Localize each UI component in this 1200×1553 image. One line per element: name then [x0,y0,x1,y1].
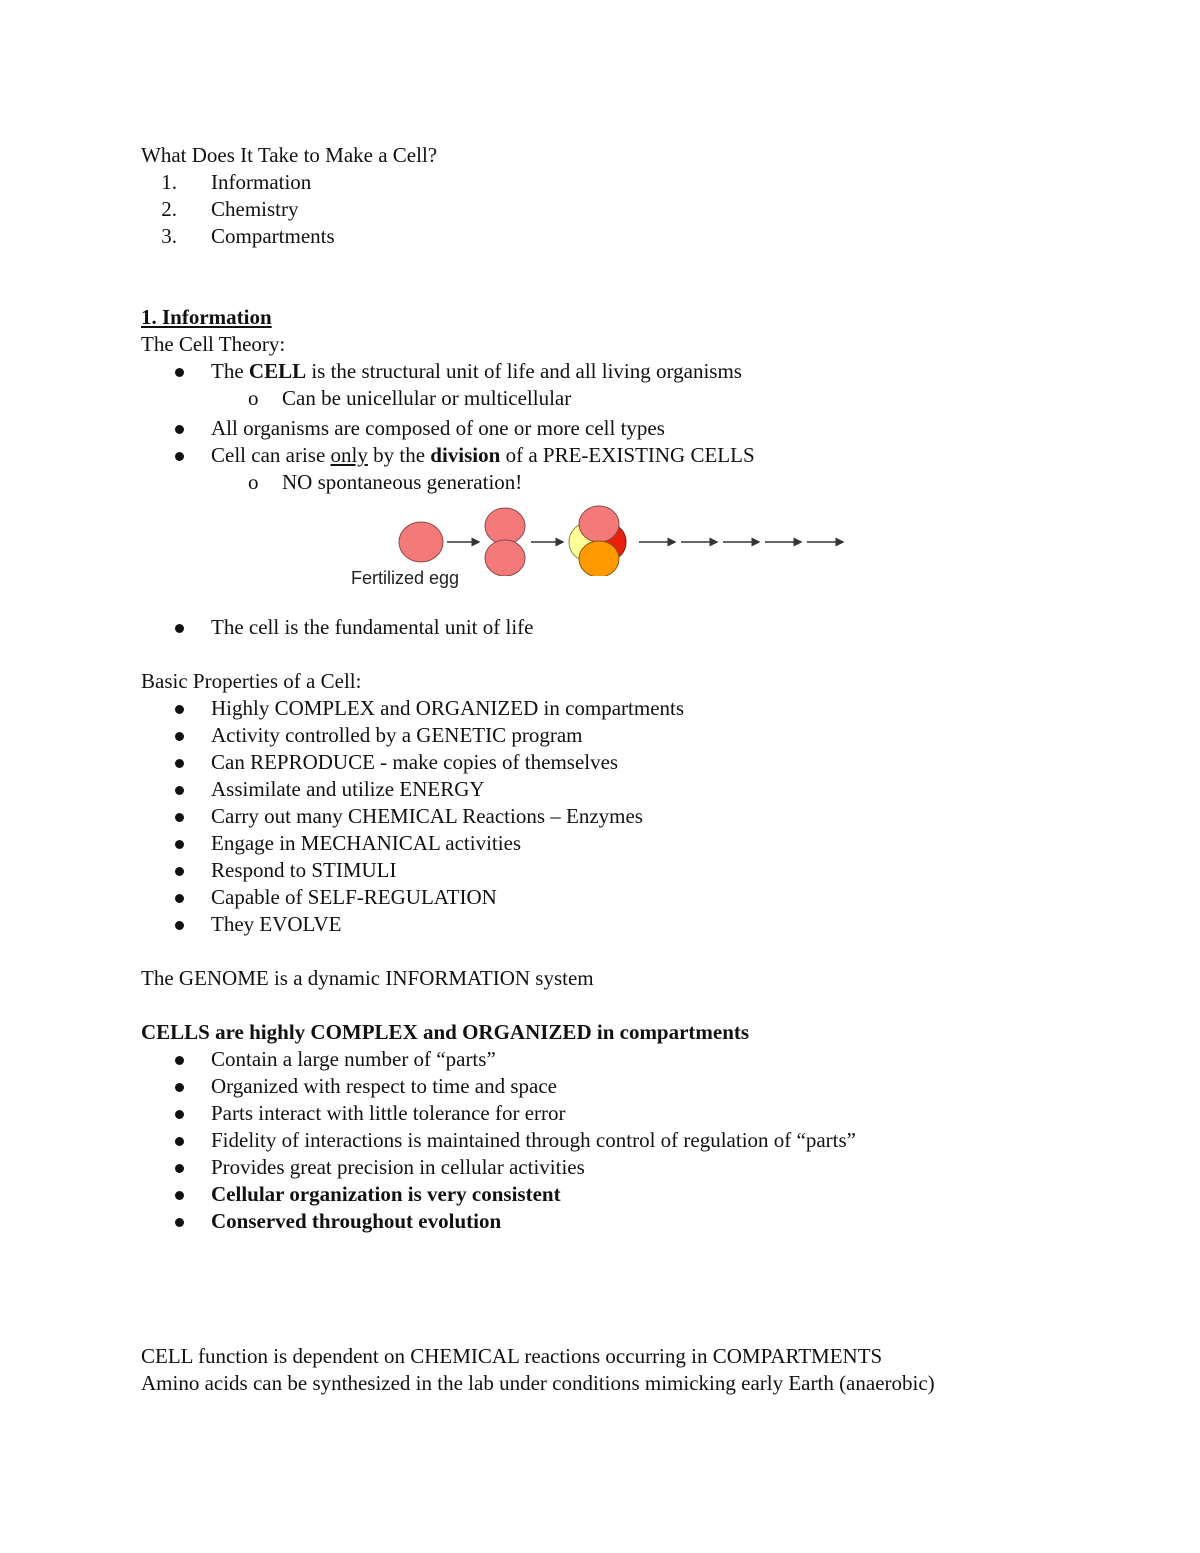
bullet-item: Cell can arise only by the division of a PRE-EXISTING CELLS [141,442,1081,469]
bullet-item: Respond to STIMULI [141,857,1081,884]
bullet-icon [175,1164,184,1173]
bullet-item: Assimilate and utilize ENERGY [141,776,1081,803]
section-heading-information: 1. Information [141,305,272,329]
sub-bullet-item: o NO spontaneous generation! [248,470,523,494]
bullet-icon [175,368,184,377]
properties-heading: Basic Properties of a Cell: [141,669,362,693]
bullet-icon [175,1218,184,1227]
bullet-icon [175,452,184,461]
four-cell-pink [579,506,619,542]
intro-question: What Does It Take to Make a Cell? [141,143,438,167]
four-cell-orange [579,541,619,576]
closing-line: Amino acids can be synthesized in the lab under conditions mimicking early Earth (anaerobic) [141,1371,935,1395]
bullet-item: Activity controlled by a GENETIC program [141,722,1081,749]
fertilized-egg-cell [399,522,443,562]
bullet-icon [175,867,184,876]
bullet-icon [175,786,184,795]
bullet-icon [175,1191,184,1200]
bullet-item: Parts interact with little tolerance for error [141,1100,1081,1127]
properties-list [141,695,1081,938]
bullet-icon [175,1137,184,1146]
intro-list-item: 2. Chemistry [161,197,299,221]
bullet-item: Highly COMPLEX and ORGANIZED in compartments [141,695,1081,722]
bullet-icon [175,1110,184,1119]
bullet-item: Can REPRODUCE - make copies of themselves [141,749,1081,776]
sub-bullet-item: o Can be unicellular or multicellular [248,386,572,410]
intro-list-item: 1. Information [161,170,312,194]
complex-list [141,1046,1081,1235]
bullet-item: Conserved throughout evolution [141,1208,1081,1235]
bullet-icon [175,813,184,822]
bullet-item: Organized with respect to time and space [141,1073,1081,1100]
bullet-item: Provides great precision in cellular activities [141,1154,1081,1181]
closing-line: CELL function is dependent on CHEMICAL reactions occurring in COMPARTMENTS [141,1344,883,1368]
two-cell-top [485,508,525,544]
sub-bullet-icon: o [248,386,259,410]
bullet-item: Engage in MECHANICAL activities [141,830,1081,857]
bullet-item: The CELL is the structural unit of life and all living organisms [141,358,1081,385]
bullet-icon [175,894,184,903]
complex-heading: CELLS are highly COMPLEX and ORGANIZED in compartments [141,1020,750,1044]
bullet-item: Capable of SELF-REGULATION [141,884,1081,911]
sub-bullet-icon: o [248,470,259,494]
bullet-icon [175,921,184,930]
bullet-item: The cell is the fundamental unit of life [141,614,1081,641]
cell-division-figure [141,496,1081,614]
figure-caption: Fertilized egg [351,568,460,588]
bullet-icon [175,732,184,741]
cell-division-diagram [389,496,859,576]
bullet-icon [175,425,184,434]
document-page [141,142,1081,1397]
bullet-icon [175,624,184,633]
bullet-icon [175,840,184,849]
bullet-item: They EVOLVE [141,911,1081,938]
cell-theory-label: The Cell Theory: [141,332,286,356]
bullet-icon [175,759,184,768]
intro-list-item: 3. Compartments [161,224,335,248]
two-cell-bottom [485,540,525,576]
bullet-item: Cellular organization is very consistent [141,1181,1081,1208]
bullet-item: Carry out many CHEMICAL Reactions – Enzymes [141,803,1081,830]
bullet-icon [175,705,184,714]
bullet-item: Fidelity of interactions is maintained through control of regulation of “parts” [141,1127,1081,1154]
bullet-icon [175,1083,184,1092]
bullet-icon [175,1056,184,1065]
bullet-item: All organisms are composed of one or more cell types [141,415,1081,442]
genome-statement: The GENOME is a dynamic INFORMATION system [141,966,594,990]
bullet-item: Contain a large number of “parts” [141,1046,1081,1073]
